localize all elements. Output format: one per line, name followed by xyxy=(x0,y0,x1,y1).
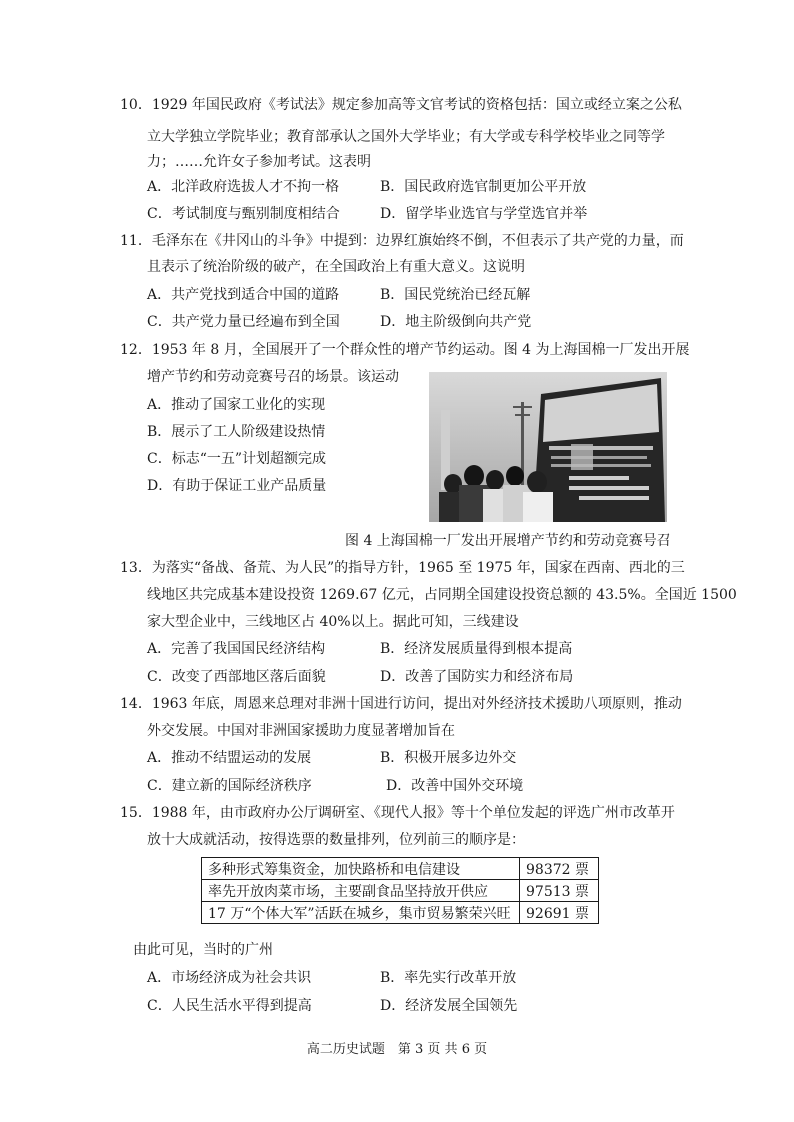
q12-option-d: D．有助于保证工业产品质量 xyxy=(147,478,327,494)
votes-cell: 97513 票 xyxy=(520,880,599,902)
q14-option-b: B．积极开展多边外交 xyxy=(380,750,517,766)
q12-stem-line-2: 增产节约和劳动竞赛号召的场景。该运动 xyxy=(147,369,399,385)
q12-option-a: A．推动了国家工业化的实现 xyxy=(147,397,326,413)
table-row xyxy=(202,858,599,880)
q13-stem-line-3: 家大型企业中，三线地区占 40%以上。据此可知，三线建设 xyxy=(147,614,519,630)
q14-option-c: C．建立新的国际经济秩序 xyxy=(147,778,312,794)
q15-stem-line-1: 15．1988 年，由市政府办公厅调研室、《现代人报》等十个单位发起的评选广州市改革开 xyxy=(120,805,675,821)
q11-stem-line-2: 且表示了统治阶级的破产，在全国政治上有重大意义。这说明 xyxy=(147,259,525,275)
page-footer: 高二历史试题 第 3 页 共 6 页 xyxy=(306,1042,488,1057)
q13-stem-line-2: 线地区共完成基本建设投资 1269.67 亿元，占同期全国建设投资总额的 43.5%。全国近 1500 xyxy=(147,587,737,603)
q10-stem-line-2: 立大学独立学院毕业；教育部承认之国外大学毕业；有大学或专科学校毕业之同等学 xyxy=(147,129,665,145)
votes-cell: 98372 票 xyxy=(520,858,599,880)
q13-option-d: D．改善了国防实力和经济布局 xyxy=(380,669,574,685)
q11-option-b: B．国民党统治已经瓦解 xyxy=(380,287,531,303)
q10-stem-line-1: 10．1929 年国民政府《考试法》规定参加高等文官考试的资格包括：国立或经立案之公私 xyxy=(120,97,682,113)
q13-stem-line-1: 13．为落实“备战、备荒、为人民”的指导方针，1965 至 1975 年，国家在西南、西北的三 xyxy=(120,560,685,576)
vote-results-table xyxy=(201,857,599,924)
q15-option-b: B．率先实行改革开放 xyxy=(380,970,517,986)
figure-4-photo xyxy=(429,372,667,522)
q12-option-b: B．展示了工人阶级建设热情 xyxy=(147,424,326,440)
q15-option-c: C．人民生活水平得到提高 xyxy=(147,998,312,1014)
q11-option-d: D．地主阶级倒向共产党 xyxy=(380,314,532,330)
q14-option-d: D．改善中国外交环境 xyxy=(386,778,524,794)
q10-option-c: C．考试制度与甄别制度相结合 xyxy=(147,206,340,222)
q11-option-c: C．共产党力量已经遍布到全国 xyxy=(147,314,340,330)
q13-option-b: B．经济发展质量得到根本提高 xyxy=(380,641,573,657)
q15-option-d: D．经济发展全国领先 xyxy=(380,998,518,1014)
achievement-cell: 17 万“个体大军”活跃在城乡，集市贸易繁荣兴旺 xyxy=(202,902,520,924)
table-row xyxy=(202,902,599,924)
q11-option-a: A．共产党找到适合中国的道路 xyxy=(147,287,340,303)
q13-option-a: A．完善了我国国民经济结构 xyxy=(147,641,326,657)
q11-stem-line-1: 11．毛泽东在《井冈山的斗争》中提到：边界红旗始终不倒，不但表示了共产党的力量，而 xyxy=(120,233,684,249)
q14-stem-line-2: 外交发展。中国对非洲国家援助力度显著增加旨在 xyxy=(147,723,455,739)
q12-option-c: C．标志“一五”计划超额完成 xyxy=(147,451,327,467)
q12-stem-line-1: 12．1953 年 8 月，全国展开了一个群众性的增产节约运动。图 4 为上海国棉一厂发出开展 xyxy=(120,342,690,358)
photo-illustration xyxy=(429,372,667,522)
table-row xyxy=(202,880,599,902)
q14-option-a: A．推动不结盟运动的发展 xyxy=(147,750,312,766)
q14-stem-line-1: 14．1963 年底，周恩来总理对非洲十国进行访问，提出对外经济技术援助八项原则，推动 xyxy=(120,696,682,712)
achievement-cell: 多种形式筹集资金，加快路桥和电信建设 xyxy=(202,858,520,880)
q15-stem-after-table: 由此可见，当时的广州 xyxy=(133,942,273,958)
q10-stem-line-3: 力；……允许女子参加考试。这表明 xyxy=(147,154,371,170)
q10-option-d: D．留学毕业选官与学堂选官并举 xyxy=(380,206,588,222)
q15-option-a: A．市场经济成为社会共识 xyxy=(147,970,312,986)
figure-4-caption: 图 4 上海国棉一厂发出开展增产节约和劳动竞赛号召 xyxy=(345,533,671,549)
achievement-cell: 率先开放肉菜市场，主要副食品坚持放开供应 xyxy=(202,880,520,902)
q15-stem-line-2: 放十大成就活动，按得选票的数量排列，位列前三的顺序是： xyxy=(147,832,525,848)
q13-option-c: C．改变了西部地区落后面貌 xyxy=(147,669,326,685)
q10-option-a: A．北洋政府选拔人才不拘一格 xyxy=(147,179,340,195)
votes-cell: 92691 票 xyxy=(520,902,599,924)
q10-option-b: B．国民政府选官制更加公平开放 xyxy=(380,179,587,195)
